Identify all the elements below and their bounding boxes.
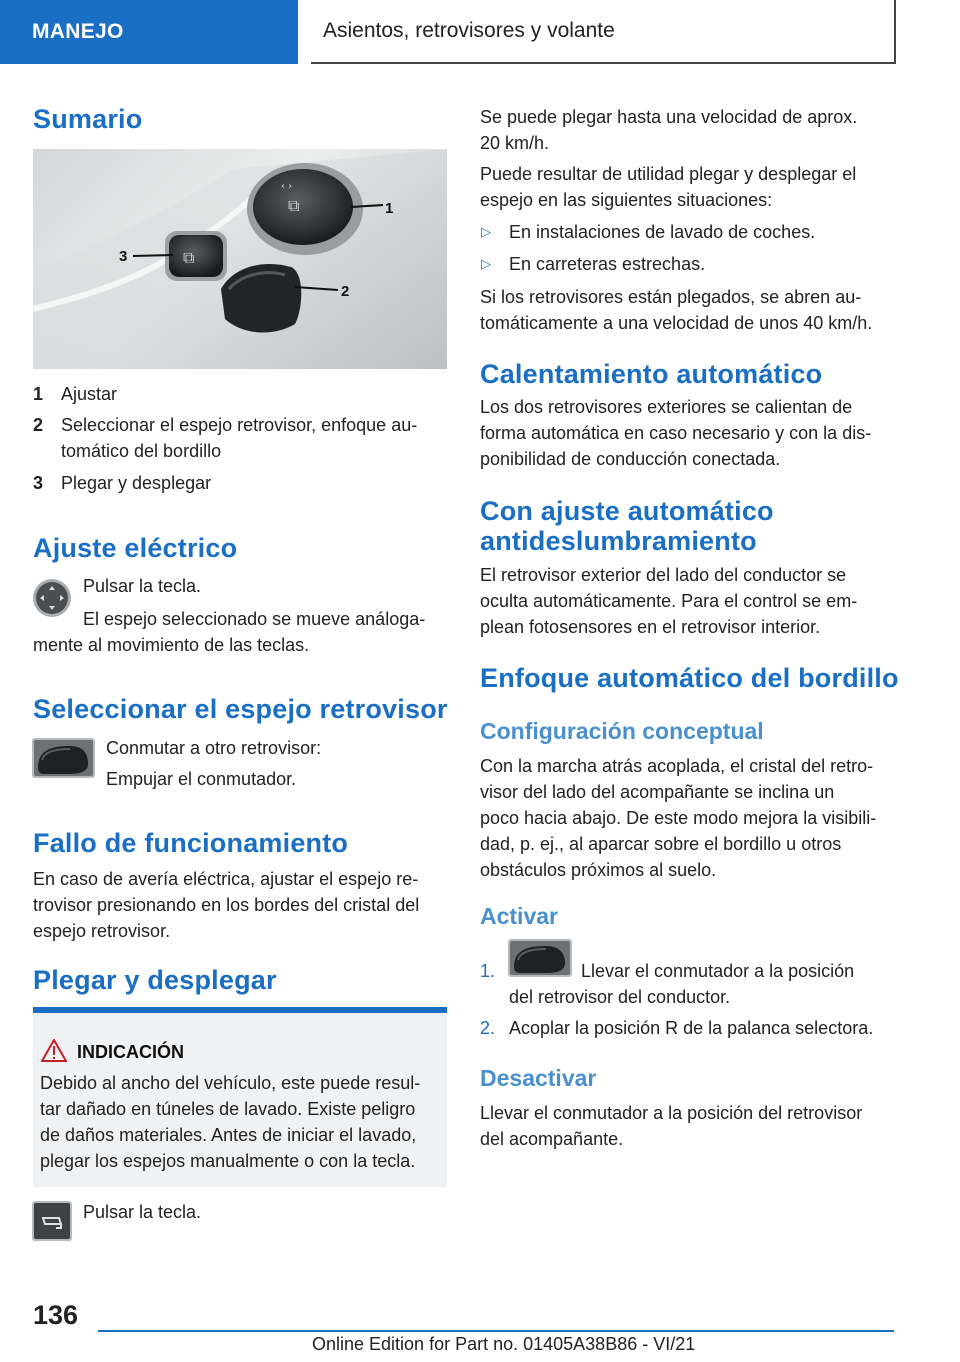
- legend-text: Seleccionar el espejo retrovisor, enfoque au‐: [61, 415, 418, 435]
- mirror-controls-photo: [33, 149, 447, 369]
- section-tab: [0, 0, 298, 64]
- fold-mirror-icon: [32, 1201, 72, 1241]
- warning-text: plegar los espejos manualmente o con la tecla.: [40, 1151, 416, 1171]
- svg-text:⧉: ⧉: [288, 196, 300, 215]
- direction-pad-icon: [32, 578, 72, 618]
- body-text: Llevar el conmutador a la posición del retrovisor: [480, 1103, 863, 1123]
- legend-number: 3: [33, 473, 44, 493]
- legend-text: Ajustar: [61, 384, 118, 404]
- body-text: forma automática en caso necesario y con la dis‐: [480, 423, 872, 443]
- body-text: ponibilidad de conducción conectada.: [480, 449, 781, 469]
- seleccionar-text: Conmutar a otro retrovisor:: [106, 738, 322, 758]
- bullet-item: En carreteras estrechas.: [509, 254, 706, 274]
- enfoque-heading: Enfoque automático del bordillo: [480, 663, 899, 693]
- calentamiento-heading: Calentamiento automático: [480, 359, 823, 389]
- legend-number: 1: [33, 384, 44, 404]
- mirror-switch-icon: [32, 738, 95, 778]
- body-text: visor del lado del acompañante se inclina un: [480, 782, 835, 802]
- fallo-text: trovisor presionando en los bordes del cristal del: [33, 895, 420, 915]
- warning-title: INDICACIÓN: [77, 1042, 184, 1062]
- chapter-header: [311, 0, 896, 64]
- body-text: Puede resultar de utilidad plegar y desplegar el: [480, 164, 857, 184]
- step-text: Acoplar la posición R de la palanca selectora.: [509, 1018, 874, 1038]
- bullet-marker: ▷: [481, 224, 491, 239]
- footer-rule: [98, 1330, 894, 1332]
- mirror-switch-icon: [508, 939, 572, 977]
- step-text: Llevar el conmutador a la posición: [581, 961, 855, 981]
- section-label: MANEJO: [32, 20, 124, 43]
- body-text: obstáculos próximos al suelo.: [480, 860, 717, 880]
- warning-text: de daños materiales. Antes de iniciar el lavado,: [40, 1125, 417, 1145]
- svg-text:‹ ›: ‹ ›: [281, 181, 293, 192]
- step-number: 1.: [480, 961, 496, 981]
- sumario-heading: Sumario: [33, 104, 143, 134]
- configuracion-heading: Configuración conceptual: [480, 718, 764, 744]
- fallo-text: espejo retrovisor.: [33, 921, 171, 941]
- warning-text: Debido al ancho del vehículo, este puede resul‐: [40, 1073, 421, 1093]
- body-text: Los dos retrovisores exteriores se calientan de: [480, 397, 853, 417]
- step-text: del retrovisor del conductor.: [509, 987, 731, 1007]
- desactivar-heading: Desactivar: [480, 1065, 597, 1091]
- body-text: dad, p. ej., al aparcar sobre el bordillo u otros: [480, 834, 842, 854]
- legend-number: 2: [33, 415, 44, 435]
- body-text: plean fotosensores en el retrovisor interior.: [480, 617, 821, 637]
- callout-1: 1: [385, 200, 394, 217]
- warning-box: [33, 1007, 447, 1187]
- fallo-heading: Fallo de funcionamiento: [33, 828, 349, 858]
- ajuste-heading: Ajuste eléctrico: [33, 533, 238, 563]
- warning-icon: [41, 1039, 67, 1062]
- body-text: 20 km/h.: [480, 133, 550, 153]
- edition-footer: Online Edition for Part no. 01405A38B86 - VI/21: [312, 1334, 696, 1354]
- body-text: espejo en las siguientes situaciones:: [480, 190, 773, 210]
- callout-3: 3: [119, 248, 128, 265]
- svg-text:⧉: ⧉: [183, 248, 195, 267]
- body-text: Se puede plegar hasta una velocidad de aprox.: [480, 107, 858, 127]
- step-number: 2.: [480, 1018, 496, 1038]
- body-text: tomáticamente a una velocidad de unos 40 km/h.: [480, 313, 873, 333]
- legend-text: Plegar y desplegar: [61, 473, 212, 493]
- body-text: Si los retrovisores están plegados, se abren au‐: [480, 287, 862, 307]
- seleccionar-heading: Seleccionar el espejo retrovisor: [33, 694, 448, 724]
- page-number: 136: [33, 1300, 79, 1330]
- ajuste-text: El espejo seleccionado se mueve análoga‐: [83, 609, 426, 629]
- ajuste-text: mente al movimiento de las teclas.: [33, 635, 310, 655]
- ajuste-text: Pulsar la tecla.: [83, 576, 202, 596]
- bullet-item: En instalaciones de lavado de coches.: [509, 222, 816, 242]
- antideslumbramiento-heading: Con ajuste automático: [480, 496, 774, 526]
- plegar-heading: Plegar y desplegar: [33, 965, 277, 995]
- bullet-marker: ▷: [481, 256, 491, 271]
- body-text: oculta automáticamente. Para el control se em‐: [480, 591, 858, 611]
- legend-text: tomático del bordillo: [61, 441, 222, 461]
- fallo-text: En caso de avería eléctrica, ajustar el espejo re‐: [33, 869, 419, 889]
- mirror-controls-illustration: [33, 149, 447, 369]
- body-text: Con la marcha atrás acoplada, el cristal del retro‐: [480, 756, 874, 776]
- callout-2: 2: [341, 283, 350, 300]
- activar-heading: Activar: [480, 903, 558, 929]
- pulsar-text: Pulsar la tecla.: [83, 1202, 202, 1222]
- antideslumbramiento-heading: antideslumbramiento: [480, 526, 757, 556]
- body-text: del acompañante.: [480, 1129, 624, 1149]
- chapter-title: Asientos, retrovisores y volante: [323, 19, 615, 42]
- body-text: poco hacia abajo. De este modo mejora la visibili‐: [480, 808, 877, 828]
- body-text: El retrovisor exterior del lado del conductor se: [480, 565, 847, 585]
- warning-text: tar dañado en túneles de lavado. Existe peligro: [40, 1099, 416, 1119]
- seleccionar-text: Empujar el conmutador.: [106, 769, 297, 789]
